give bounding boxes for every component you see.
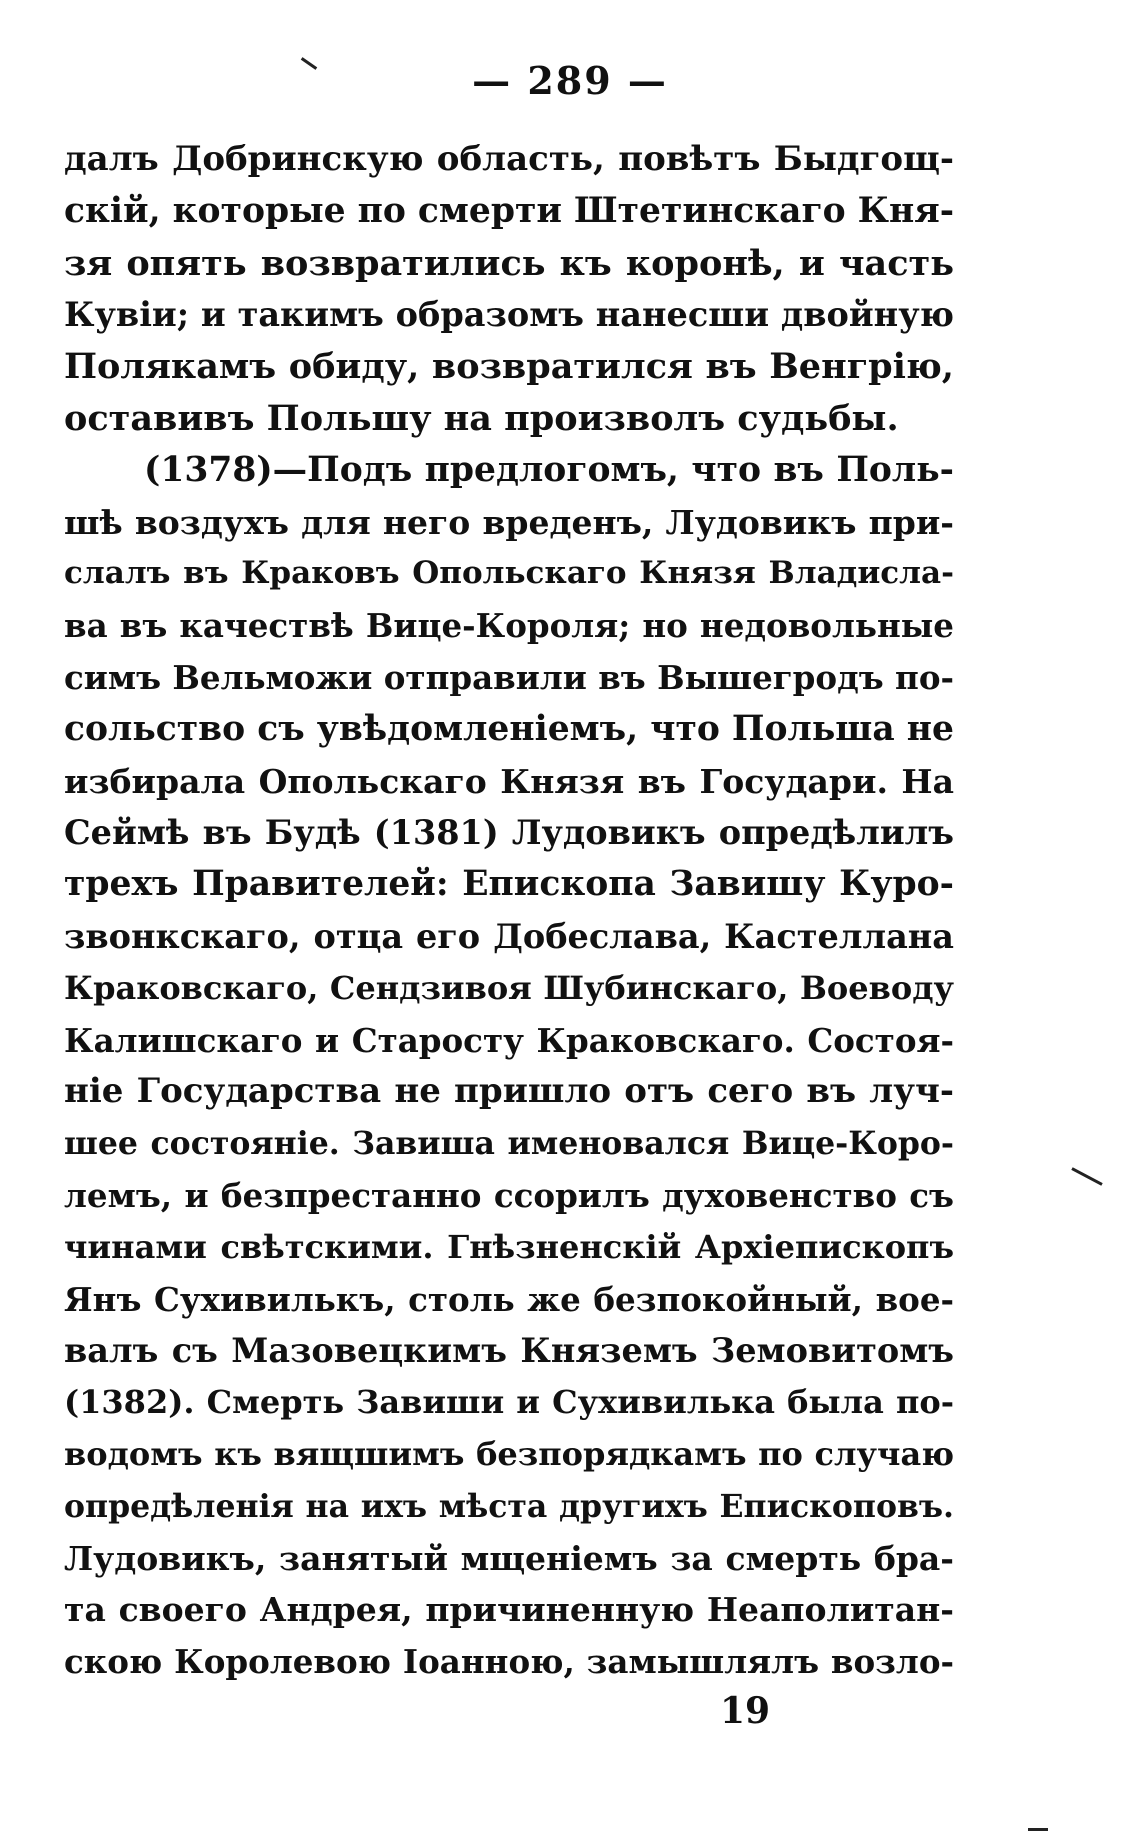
text-line: та своего Андрея, причиненную Неаполитан- [64, 1590, 954, 1630]
text-line: оставивъ Польшу на произволъ судьбы. [64, 397, 899, 439]
text-line: избирала Опольскаго Князя въ Государи. На [64, 761, 954, 801]
text-line: далъ Добринскую область, повѣтъ Быдгощ- [64, 139, 954, 179]
text-line: скою Королевою Іоанною, замышлялъ возло- [64, 1642, 954, 1682]
text-line: ва въ качествѣ Вице-Короля; но недовольные [64, 606, 954, 646]
body-text [64, 134, 954, 1688]
signature-mark: 19 [720, 1690, 771, 1732]
text-line: лемъ, и безпрестанно ссорилъ духовенство съ [64, 1175, 954, 1215]
text-line: Сеймѣ въ Будѣ (1381) Лудовикъ опредѣлилъ [64, 813, 954, 853]
text-line: сольство съ увѣдомленіемъ, что Польша не [64, 708, 954, 749]
text-line: зя опять возвратились къ коронѣ, и часть [64, 242, 954, 284]
text-line: опредѣленія на ихъ мѣста другихъ Епископовъ. [64, 1487, 954, 1525]
scan-mark [1071, 1167, 1102, 1186]
text-line: симъ Вельможи отправили въ Вышегродъ по- [64, 657, 954, 697]
text-line: Кувіи; и такимъ образомъ нанесши двойную [64, 295, 954, 335]
text-line: скій, которые по смерти Штетинскаго Кня- [64, 190, 954, 231]
page-number: — 289 — [472, 58, 668, 103]
text-line: Краковскаго, Сендзивоя Шубинскаго, Воеводу [64, 968, 954, 1007]
text-line: ніе Государства не пришло отъ сего въ луч- [64, 1071, 954, 1112]
text-line: слалъ въ Краковъ Опольскаго Князя Владисла- [64, 555, 954, 592]
text-line: водомъ къ вящшимъ безпорядкамъ по случаю [64, 1434, 954, 1473]
text-line: чинами свѣтскими. Гнѣзненскій Архіепископъ [64, 1227, 954, 1266]
text-line: трехъ Правителей: Епископа Завишу Куро- [64, 864, 954, 905]
text-line: (1378)—Подъ предлогомъ, что въ Поль- [144, 449, 954, 490]
text-line: Полякамъ обиду, возвратился въ Венгрію, [64, 346, 954, 388]
scan-mark [1028, 1828, 1048, 1831]
text-line: Лудовикъ, занятый мщеніемъ за смерть бра- [64, 1538, 954, 1578]
text-line: (1382). Смерть Завиши и Сухивилька была по- [64, 1383, 954, 1422]
text-line: Калишскаго и Старосту Краковскаго. Состоя- [64, 1020, 954, 1060]
text-line: валъ съ Мазовецкимъ Княземъ Земовитомъ [64, 1331, 954, 1371]
text-line: шѣ воздухъ для него вреденъ, Лудовикъ при- [64, 502, 954, 542]
text-line: Янъ Сухивилькъ, столь же безпокойный, вое- [64, 1279, 954, 1319]
text-line: шее состояніе. Завиша именовался Вице-Коро- [64, 1125, 954, 1163]
text-line: звонкскаго, отца его Добеслава, Кастеллана [64, 916, 954, 956]
